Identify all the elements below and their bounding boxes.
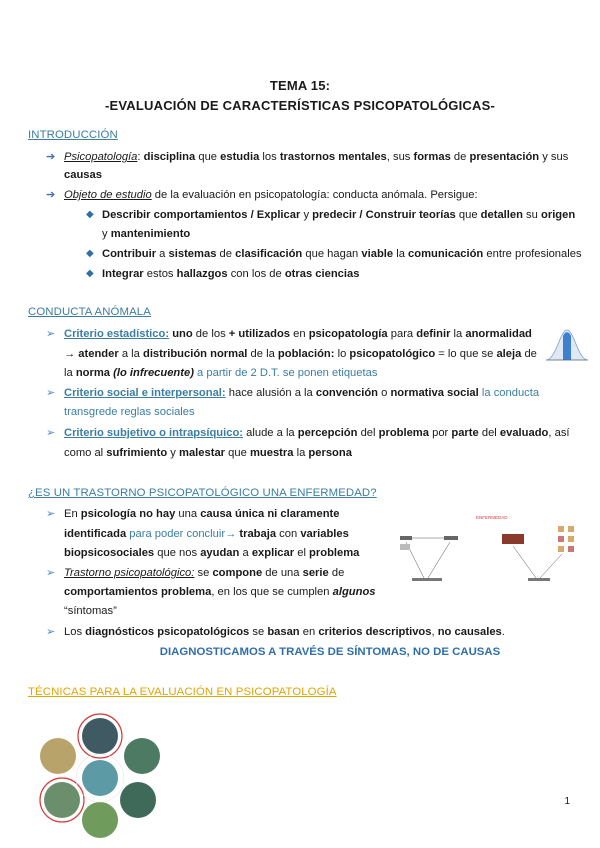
arrow-bullet-icon: ➔: [46, 151, 56, 163]
enfermedad-bullet-2-l2: comportamientos problema, en los que se cumplen algunos: [64, 586, 376, 598]
triangle-bullet-icon: ➢: [46, 328, 56, 340]
person-icon: [558, 546, 564, 552]
conducta-criterio-subjetivo-l2: como al sufrimiento y malestar que muestra la persona: [64, 447, 352, 459]
diagnostic-emphasis: DIAGNOSTICAMOS A TRAVÉS DE SÍNTOMAS, NO DE CAUSAS: [159, 646, 501, 658]
diagram-connector: [540, 554, 562, 578]
triangle-bullet-icon: ➢: [46, 626, 56, 638]
person-icon: [558, 526, 564, 532]
diamond-bullet-icon: ◆: [86, 209, 94, 220]
causa-sintomas-diagram: [390, 512, 595, 588]
section-heading-tecnicas: TÉCNICAS PARA LA EVALUACIÓN EN PSICOPATOLOGÍA: [28, 686, 337, 698]
technique-circle: [40, 738, 76, 774]
triangle-bullet-icon: ➢: [46, 508, 56, 520]
section-heading-enfermedad: ¿ES UN TRASTORNO PSICOPATOLÓGICO UNA ENFERMEDAD?: [28, 487, 377, 499]
section-heading-introduccion: INTRODUCCIÓN: [28, 129, 118, 141]
diagram-text-mark: [400, 536, 412, 540]
conducta-criterio-estadistico-l3: la norma (lo infrecuente) a partir de 2 D.T. se ponen etiquetas: [64, 367, 378, 379]
diamond-bullet-icon: ◆: [86, 248, 94, 259]
intro-sub-bullet-1-cont: y mantenimiento: [102, 228, 191, 240]
technique-circle: [124, 738, 160, 774]
virus-image-icon: [502, 534, 524, 544]
conducta-criterio-estadistico-l2: → atender a la distribución normal de la población: lo psicopatológico = lo que se aleja de: [64, 348, 537, 360]
enfermedad-bullet-3: Los diagnósticos psicopatológicos se basan en criterios descriptivos, no causales.: [64, 626, 505, 638]
normal-distribution-icon: [544, 326, 590, 362]
triangle-bullet-icon: ➢: [46, 387, 56, 399]
enfermedad-bullet-2-l3: “síntomas”: [64, 605, 117, 617]
diagram-text-mark: [400, 544, 410, 550]
intro-bullet-1-cont: causas: [64, 169, 102, 181]
person-icon: [568, 536, 574, 542]
diamond-bullet-icon: ◆: [86, 268, 94, 279]
person-icon: [568, 526, 574, 532]
document-subtitle: -EVALUACIÓN DE CARACTERÍSTICAS PSICOPATOLÓGICAS-: [105, 98, 495, 113]
page-number: 1: [564, 796, 570, 807]
technique-circle: [44, 782, 80, 818]
document-title: TEMA 15:: [269, 78, 331, 93]
technique-circle: [82, 802, 118, 838]
technique-circle: [82, 760, 118, 796]
intro-sub-bullet-3: Integrar estos hallazgos con los de otras ciencias: [102, 268, 360, 280]
intro-sub-bullet-1: Describir comportamientos / Explicar y predecir / Construir teorías que detallen su origen: [102, 209, 576, 221]
techniques-circle-diagram: [36, 712, 166, 842]
conducta-criterio-social: Criterio social e interpersonal: hace alusión a la convención o normativa social la conducta: [64, 387, 540, 399]
triangle-bullet-icon: ➢: [46, 567, 56, 579]
triangle-bullet-icon: ➢: [46, 427, 56, 439]
diagram-text-mark: [412, 578, 442, 581]
section-heading-conducta-anomala: CONDUCTA ANÓMALA: [28, 306, 151, 318]
enfermedad-bullet-1-l3: biopsicosociales que nos ayudan a explicar el problema: [64, 547, 360, 559]
enfermedad-bullet-2: Trastorno psicopatológico: se compone de una serie de: [64, 567, 345, 579]
conducta-criterio-estadistico: Criterio estadístico: uno de los + utilizados en psicopatología para definir la anormalidad: [64, 328, 532, 340]
diagram-text-mark: [444, 536, 458, 540]
enfermedad-bullet-1: En psicología no hay una causa única ni claramente: [64, 508, 340, 520]
person-icon: [558, 536, 564, 542]
diagram-connector: [428, 542, 450, 578]
intro-bullet-1: Psicopatología: disciplina que estudia los trastornos mentales, sus formas de presentación y sus: [64, 151, 569, 163]
technique-circle: [120, 782, 156, 818]
diagram-connector: [513, 546, 536, 578]
intro-sub-bullet-2: Contribuir a sistemas de clasificación que hagan viable la comunicación entre profesionales: [102, 248, 582, 260]
diagram-enfermedad-label: ENFERMEDAD: [476, 515, 508, 520]
arrow-bullet-icon: ➔: [46, 189, 56, 201]
technique-circle: [82, 718, 118, 754]
person-icon: [568, 546, 574, 552]
enfermedad-bullet-1-l2: identificada para poder concluir→ trabaja con variables: [64, 528, 349, 540]
conducta-criterio-social-l2: transgrede reglas sociales: [64, 406, 195, 418]
diagram-text-mark: [528, 578, 550, 581]
intro-bullet-2: Objeto de estudio de la evaluación en psicopatología: conducta anómala. Persigue:: [64, 189, 478, 201]
conducta-criterio-subjetivo: Criterio subjetivo o intrapsíquico: alude a la percepción del problema por parte del evaluado, así: [64, 427, 570, 439]
